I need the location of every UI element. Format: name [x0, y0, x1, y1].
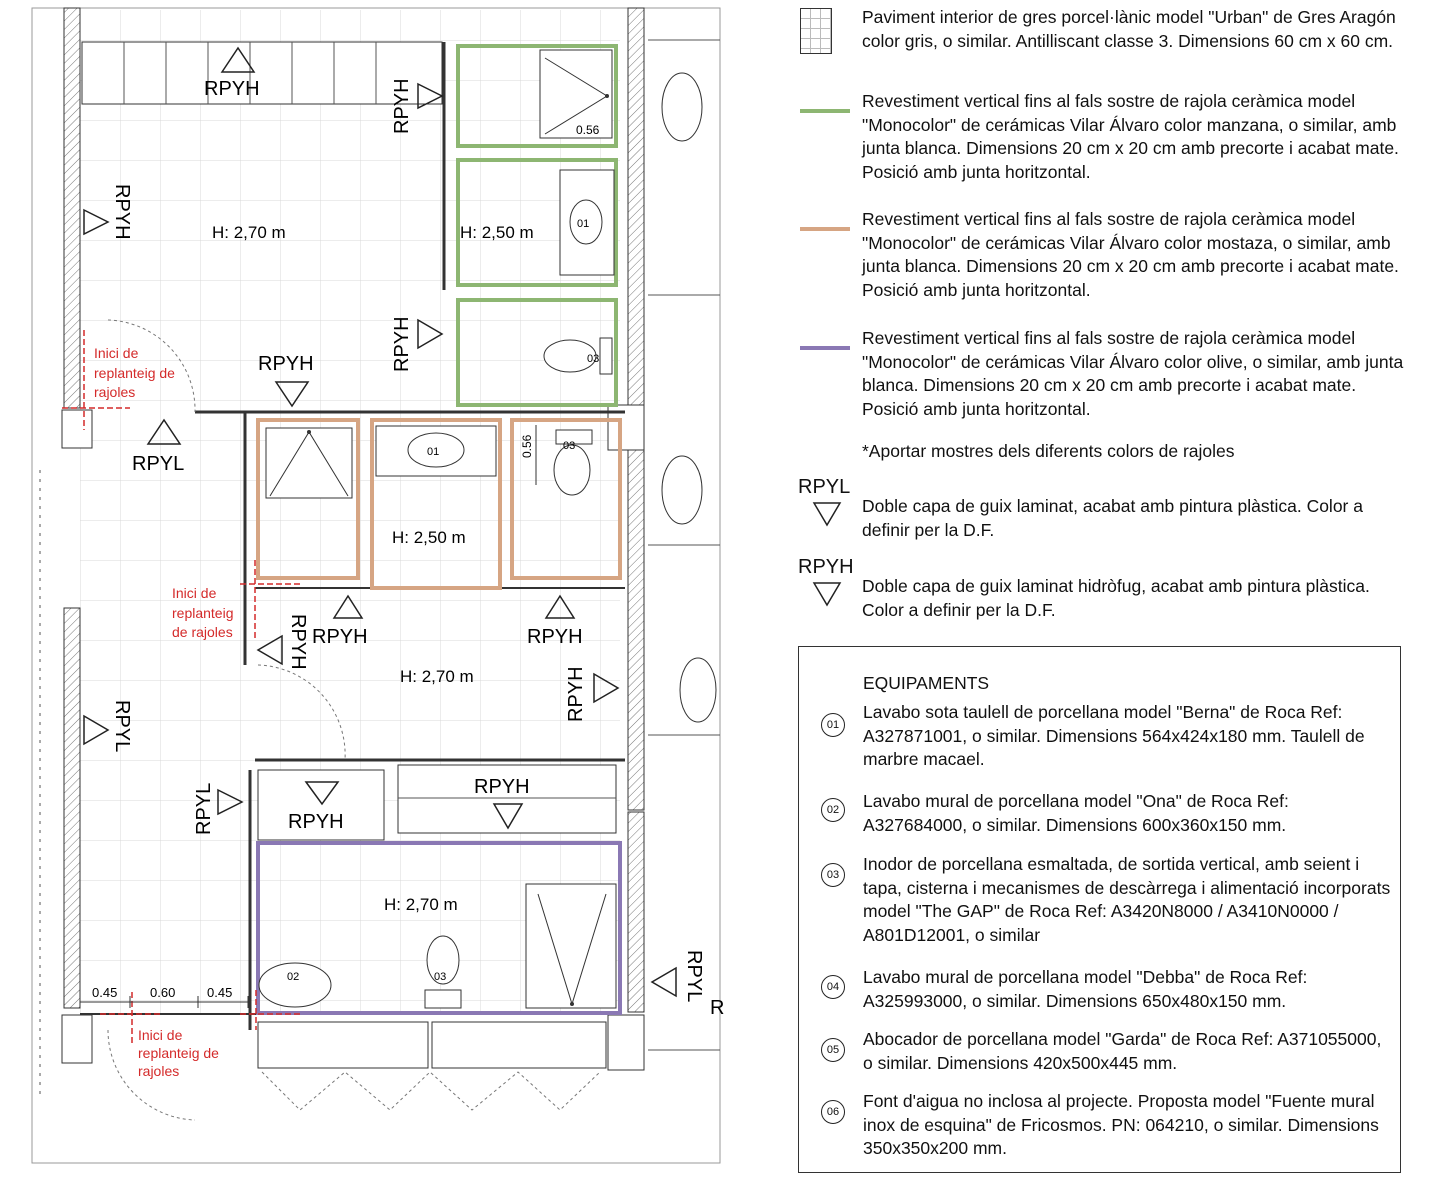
svg-text:RPYL: RPYL	[193, 782, 215, 835]
legend-rpyh-text: Doble capa de guix laminat hidròfug, acabat amb pintura plàstica. Color a definir per la D.F.	[862, 576, 1370, 620]
equipment-code-badge: 05	[821, 1038, 845, 1062]
svg-text:RPYH: RPYH	[391, 316, 413, 372]
equipment-description: Lavabo mural de porcellana model "Ona" de Roca Ref: A327684000, o similar. Dimensions 600x360x150 mm.	[863, 791, 1289, 835]
equipment-code-badge: 02	[821, 798, 845, 822]
svg-text:RPYH: RPYH	[288, 811, 344, 833]
svg-text:rajoles: rajoles	[138, 1063, 180, 1079]
equipment-code-badge: 06	[821, 1100, 845, 1124]
svg-text:RPYH: RPYH	[258, 353, 314, 375]
svg-text:replanteig: replanteig	[172, 605, 234, 621]
wc-code-03b: 03	[563, 440, 576, 452]
rpyh-symbol-label: RPYH	[798, 556, 854, 578]
equipment-description: Inodor de porcellana esmaltada, de sortida vertical, amb seient i tapa, cisterna i mecanismes de descàrrega i alimentació incorporats model "The GAP" de Roca Ref: A3420N8000 / A3410N0000 / A801D12001, o similar	[863, 854, 1391, 945]
dim-shower-top: 0.56	[576, 123, 600, 137]
svg-text:RPYH: RPYH	[287, 614, 309, 670]
edge-letter: R	[710, 997, 725, 1019]
rpyl-symbol	[798, 476, 858, 526]
purple-swatch	[800, 346, 850, 350]
wall-left-top	[64, 8, 80, 408]
svg-text:Inici de: Inici de	[138, 1027, 183, 1043]
svg-text:RPYL: RPYL	[111, 700, 133, 753]
equipment-code-badge: 04	[821, 975, 845, 999]
adjacent-sink-2	[662, 456, 702, 524]
rpyl-triangle-icon	[812, 501, 842, 527]
svg-text:RPYL: RPYL	[683, 950, 705, 1003]
svg-text:Inici de: Inici de	[94, 345, 139, 361]
svg-text:de rajoles: de rajoles	[172, 624, 233, 640]
green-swatch	[800, 109, 850, 113]
legend-green-tile-text: Revestiment vertical fins al fals sostre de rajola ceràmica model "Monocolor" de cerámicas Vilar Álvaro color manzana, o similar, amb junta blanca. Dimensions 20 cm x 20 cm amb precorte i acabat mate. Posició amb junta horitzontal.	[862, 91, 1399, 182]
height-corridor: H: 2,70 m	[400, 667, 474, 686]
shower-tray-mid	[266, 428, 352, 498]
folding-doors	[262, 1072, 600, 1110]
orange-swatch	[800, 227, 850, 231]
svg-text:replanteig de: replanteig de	[138, 1045, 219, 1061]
wc-mid	[554, 445, 590, 495]
column-right-bottom	[608, 1015, 644, 1070]
equipment-code-badge: 03	[821, 863, 845, 887]
floor-tile-swatch	[800, 8, 832, 54]
wall-tag-rpyl-4	[652, 950, 705, 1002]
svg-text:RPYH: RPYH	[312, 626, 368, 648]
wall-right-top	[628, 8, 644, 408]
adjacent-wc	[680, 658, 716, 722]
rpyh-symbol	[798, 556, 858, 606]
svg-text:RPYH: RPYH	[391, 78, 413, 134]
equipment-description: Font d'aigua no inclosa al projecte. Proposta model "Fuente mural inox de esquina" de Fricosmos. PN: 064210, o similar. Dimensions 350x350x200 mm.	[863, 1091, 1379, 1158]
wc-code-03c: 03	[434, 971, 447, 983]
svg-text:0.45: 0.45	[92, 985, 118, 1000]
svg-text:RPYH: RPYH	[111, 184, 133, 240]
wall-right-mid	[628, 410, 644, 810]
bottom-cabinet-1	[258, 1022, 428, 1068]
height-top-large: H: 2,70 m	[212, 223, 286, 242]
equipment-description: Abocador de porcellana model "Garda" de Roca Ref: A371055000, o similar. Dimensions 420x500x445 mm.	[863, 1029, 1382, 1073]
height-mid-small: H: 2,50 m	[392, 528, 466, 547]
legend-purple-tile-text: Revestiment vertical fins al fals sostre de rajola ceràmica model "Monocolor" de cerámicas Vilar Álvaro color olive, o similar, amb junta blanca. Dimensions 20 cm x 20 cm amb precorte i acabat mate. Posició amb junta horitzontal.	[862, 328, 1404, 419]
adjacent-sink-1	[662, 73, 702, 141]
equipment-code-badge: 01	[821, 713, 845, 737]
dim-shower-mid: 0.56	[520, 434, 534, 458]
equipment-title: EQUIPAMENTS	[863, 673, 990, 693]
svg-text:replanteig de: replanteig de	[94, 365, 175, 381]
equipment-description: Lavabo sota taulell de porcellana model "Berna" de Roca Ref: A327871001, o similar. Dimensions 564x424x180 mm. Taulell de marbre macael.	[863, 702, 1365, 769]
sink-code-01b: 01	[427, 446, 440, 458]
equipment-description: Lavabo mural de porcellana model "Debba" de Roca Ref: A325993000, o similar. Dimensions 650x480x150 mm.	[863, 967, 1308, 1011]
shower-tray-bottom	[526, 884, 616, 1008]
sink-code-01: 01	[577, 218, 590, 230]
svg-text:RPYH: RPYH	[474, 776, 530, 798]
svg-text:RPYH: RPYH	[204, 78, 260, 100]
rpyl-symbol-label: RPYL	[798, 476, 851, 498]
equipment-box	[798, 646, 1401, 1173]
bottom-cabinet-2	[432, 1022, 606, 1068]
svg-text:rajoles: rajoles	[94, 384, 136, 400]
svg-text:0.45: 0.45	[207, 985, 233, 1000]
sink-bottom	[259, 963, 331, 1007]
svg-text:0.60: 0.60	[150, 985, 176, 1000]
legend-rpyl-text: Doble capa de guix laminat, acabat amb pintura plàstica. Color a definir per la D.F.	[862, 496, 1363, 540]
legend-floor-tile-text: Paviment interior de gres porcel·lànic model "Urban" de Gres Aragón color gris, o similar. Antilliscant classe 3. Dimensions 60 cm x 60 cm.	[862, 7, 1396, 51]
svg-text:RPYH: RPYH	[565, 666, 587, 722]
legend-orange-tile-text: Revestiment vertical fins al fals sostre de rajola ceràmica model "Monocolor" de cerámicas Vilar Álvaro color mostaza, o similar, amb junta blanca. Dimensions 20 cm x 20 cm amb precorte i acabat mate. Posició amb junta horitzontal.	[862, 209, 1399, 300]
top-bench	[82, 42, 442, 104]
wall-left-bottom	[64, 608, 80, 1008]
rpyh-triangle-icon	[812, 581, 842, 607]
svg-text:RPYL: RPYL	[132, 453, 185, 475]
wall-right-bottom	[628, 812, 644, 1012]
wc-code-03a: 03	[587, 353, 600, 365]
svg-text:RPYH: RPYH	[527, 626, 583, 648]
column-left-bottom	[62, 1015, 92, 1063]
legend-samples-note: *Aportar mostres dels diferents colors de rajoles	[862, 441, 1235, 461]
column-left-top	[62, 410, 92, 448]
sink-code-02: 02	[287, 971, 300, 983]
height-bottom: H: 2,70 m	[384, 895, 458, 914]
svg-text:Inici de: Inici de	[172, 585, 217, 601]
height-top-small: H: 2,50 m	[460, 223, 534, 242]
